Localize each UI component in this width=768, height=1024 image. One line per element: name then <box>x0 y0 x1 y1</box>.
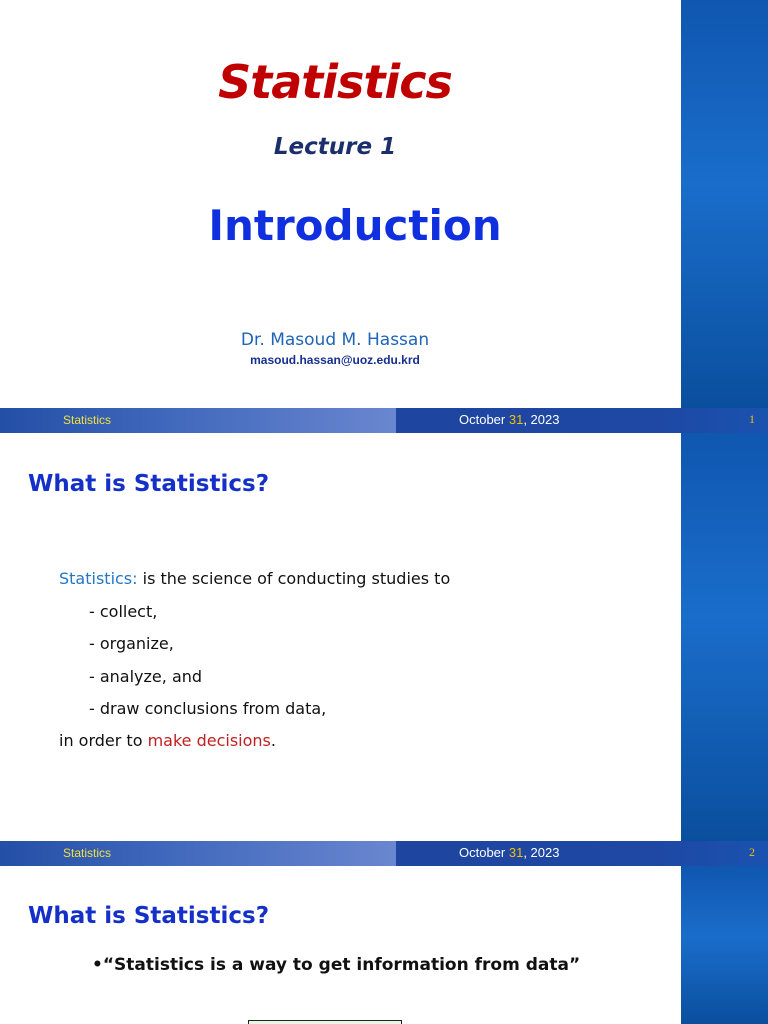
list-item: - draw conclusions from data, <box>89 699 327 718</box>
diagram-box <box>248 1020 402 1024</box>
topic-title: Introduction <box>208 201 502 250</box>
list-item: - organize, <box>89 634 174 653</box>
closing-line: in order to make decisions. <box>59 731 276 750</box>
lecture-subtitle: Lecture 1 <box>273 134 397 160</box>
definition-text: is the science of conducting studies to <box>137 569 451 588</box>
page-number: 1 <box>749 412 755 426</box>
footer-date: October 31, 2023 <box>459 845 560 860</box>
list-item: - collect, <box>89 602 158 621</box>
slide-footer-2 <box>0 841 768 866</box>
slide-heading: What is Statistics? <box>28 471 270 497</box>
slide-title: Statistics <box>218 55 452 109</box>
footer-date: October 31, 2023 <box>459 412 560 427</box>
slide-2 <box>0 433 768 841</box>
author-email: masoud.hassan@uoz.edu.krd <box>250 353 420 367</box>
highlight-text: make decisions <box>147 731 271 750</box>
definition-line <box>59 569 450 588</box>
slide-3 <box>0 866 768 1024</box>
quote-bullet: •“Statistics is a way to get information from data” <box>92 955 581 975</box>
definition-term: Statistics: <box>59 569 138 588</box>
footer-title: Statistics <box>63 846 112 860</box>
author-name: Dr. Masoud M. Hassan <box>240 330 430 350</box>
slide-heading: What is Statistics? <box>28 903 270 929</box>
slide-sidebar <box>681 0 768 408</box>
slide-sidebar <box>681 866 768 1024</box>
page-number: 2 <box>749 845 755 859</box>
list-item: - analyze, and <box>89 667 203 686</box>
slide-1 <box>0 0 768 408</box>
slide-sidebar <box>681 433 768 841</box>
footer-title: Statistics <box>63 413 112 427</box>
slide-footer-1 <box>0 408 768 433</box>
